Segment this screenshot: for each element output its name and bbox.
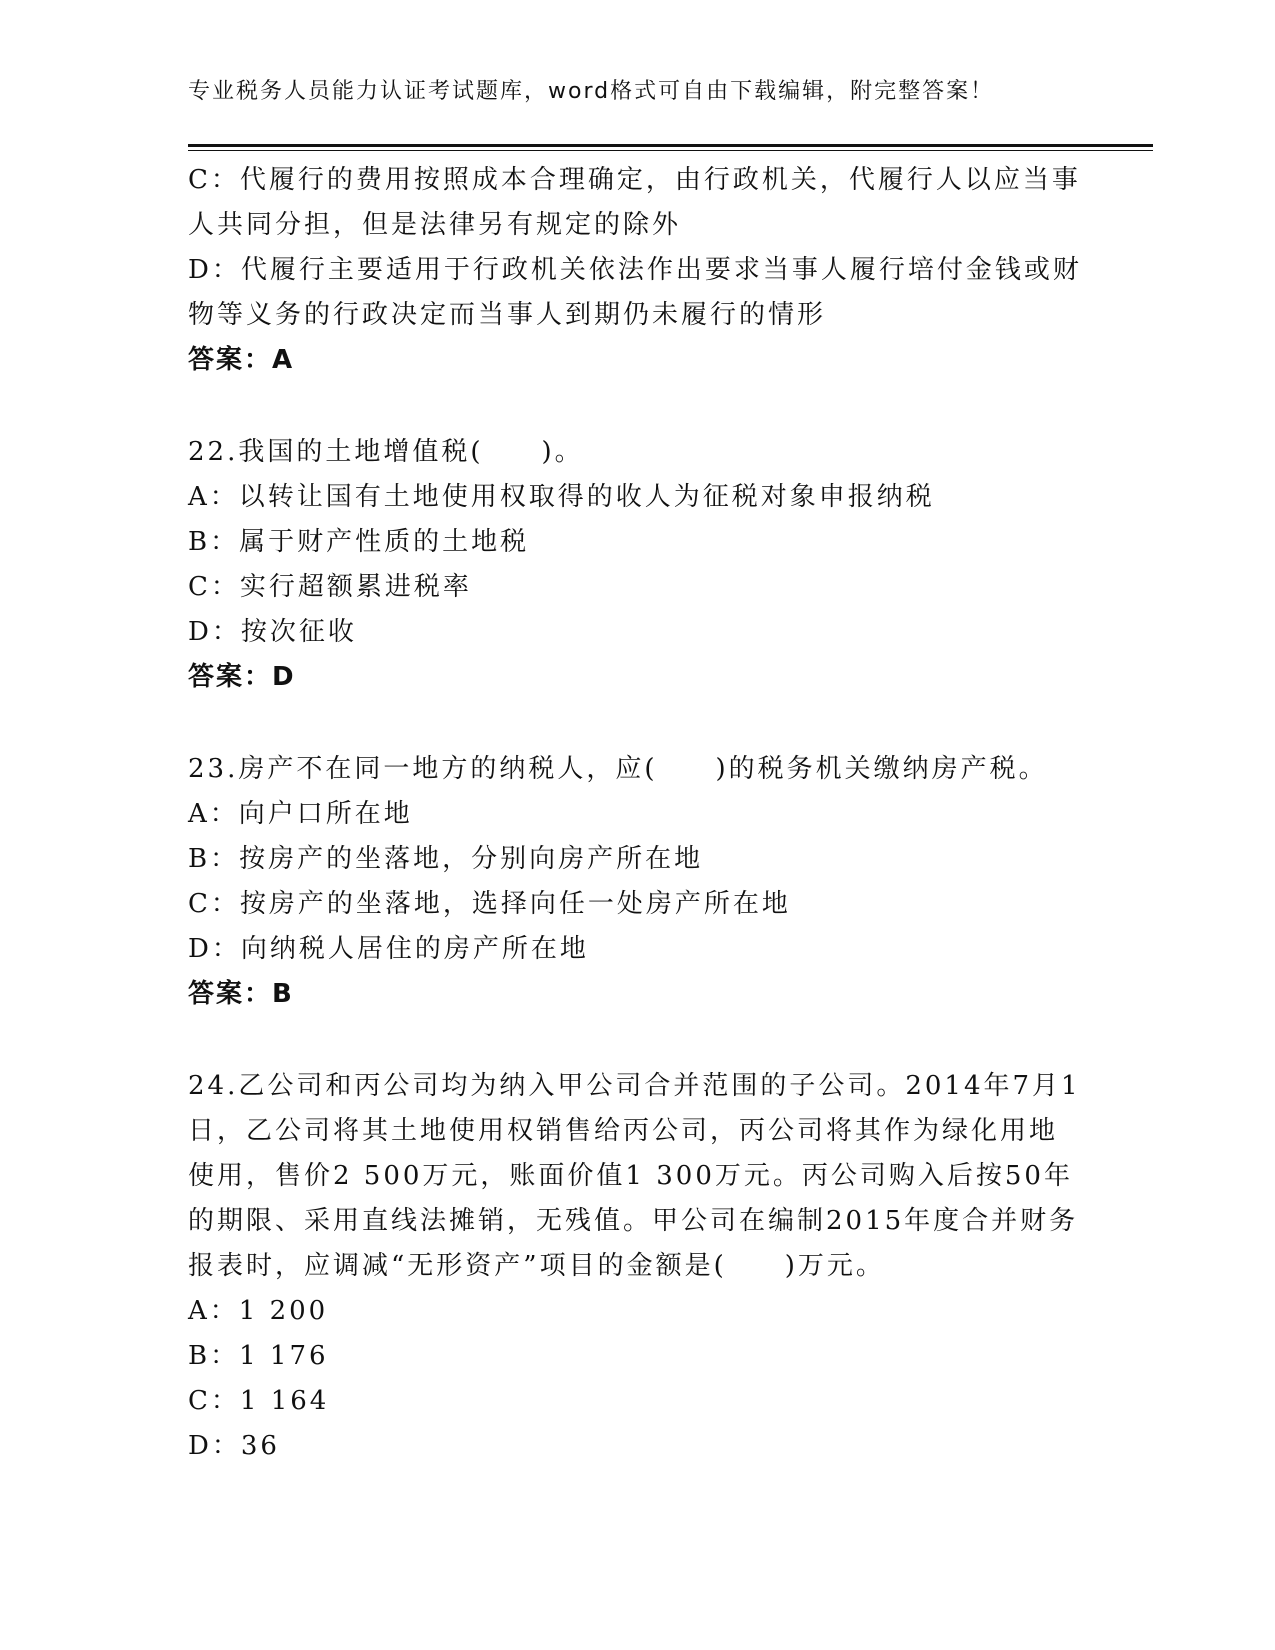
- question-24: [188, 1064, 1088, 1469]
- option-c: C：1 164: [188, 1386, 330, 1416]
- question-spacer: [188, 700, 1088, 747]
- option-a: A：向户口所在地: [188, 799, 413, 829]
- answer-label: 答案：B: [188, 979, 294, 1009]
- question-23: [188, 747, 1088, 1017]
- option-c: C：按房产的坐落地，选择向任一处房产所在地: [188, 889, 791, 919]
- question-stem-line-2: 日，乙公司将其土地使用权销售给丙公司，丙公司将其作为绿化用地: [188, 1116, 1059, 1146]
- option-b: B：按房产的坐落地，分别向房产所在地: [188, 844, 704, 874]
- header-rule-thin: [188, 150, 1153, 151]
- option-d: D：向纳税人居住的房产所在地: [188, 934, 589, 964]
- option-c-line-1: C：代履行的费用按照成本合理确定，由行政机关，代履行人以应当事: [188, 165, 1081, 195]
- option-d: D：按次征收: [188, 617, 357, 647]
- question-list: [188, 158, 1088, 1469]
- question-stem-line-4: 的期限、采用直线法摊销，无残值。甲公司在编制2015年度合并财务: [188, 1206, 1079, 1236]
- option-a: A：1 200: [188, 1296, 329, 1326]
- question-spacer: [188, 383, 1088, 430]
- question-stem: 22.我国的土地增值税( )。: [188, 437, 584, 467]
- question-stem-line-1: 24.乙公司和丙公司均为纳入甲公司合并范围的子公司。2014年7月1: [188, 1071, 1081, 1101]
- header-rule-thick: [188, 144, 1153, 147]
- question-stem-line-3: 使用，售价2 500万元，账面价值1 300万元。丙公司购入后按50年: [188, 1161, 1073, 1191]
- answer-label: 答案：A: [188, 345, 295, 375]
- option-c-line-2: 人共同分担，但是法律另有规定的除外: [188, 210, 682, 240]
- option-d: D：36: [188, 1431, 280, 1461]
- question-22: [188, 430, 1088, 700]
- option-d-line-2: 物等义务的行政决定而当事人到期仍未履行的情形: [188, 300, 827, 330]
- option-b: B：1 176: [188, 1341, 329, 1371]
- question-stem-line-5: 报表时，应调减“无形资产”项目的金额是( )万元。: [188, 1251, 885, 1281]
- answer-label: 答案：D: [188, 662, 296, 692]
- option-a: A：以转让国有土地使用权取得的收人为征税对象申报纳税: [188, 482, 935, 512]
- option-b: B：属于财产性质的土地税: [188, 527, 530, 557]
- question-21: [188, 158, 1088, 383]
- question-spacer: [188, 1017, 1088, 1064]
- option-d-line-1: D：代履行主要适用于行政机关依法作出要求当事人履行培付金钱或财: [188, 255, 1082, 285]
- page-header: 专业税务人员能力认证考试题库，word格式可自由下载编辑，附完整答案！: [188, 79, 995, 104]
- question-stem: 23.房产不在同一地方的纳税人，应( )的税务机关缴纳房产税。: [188, 754, 1048, 784]
- option-c: C：实行超额累进税率: [188, 572, 472, 602]
